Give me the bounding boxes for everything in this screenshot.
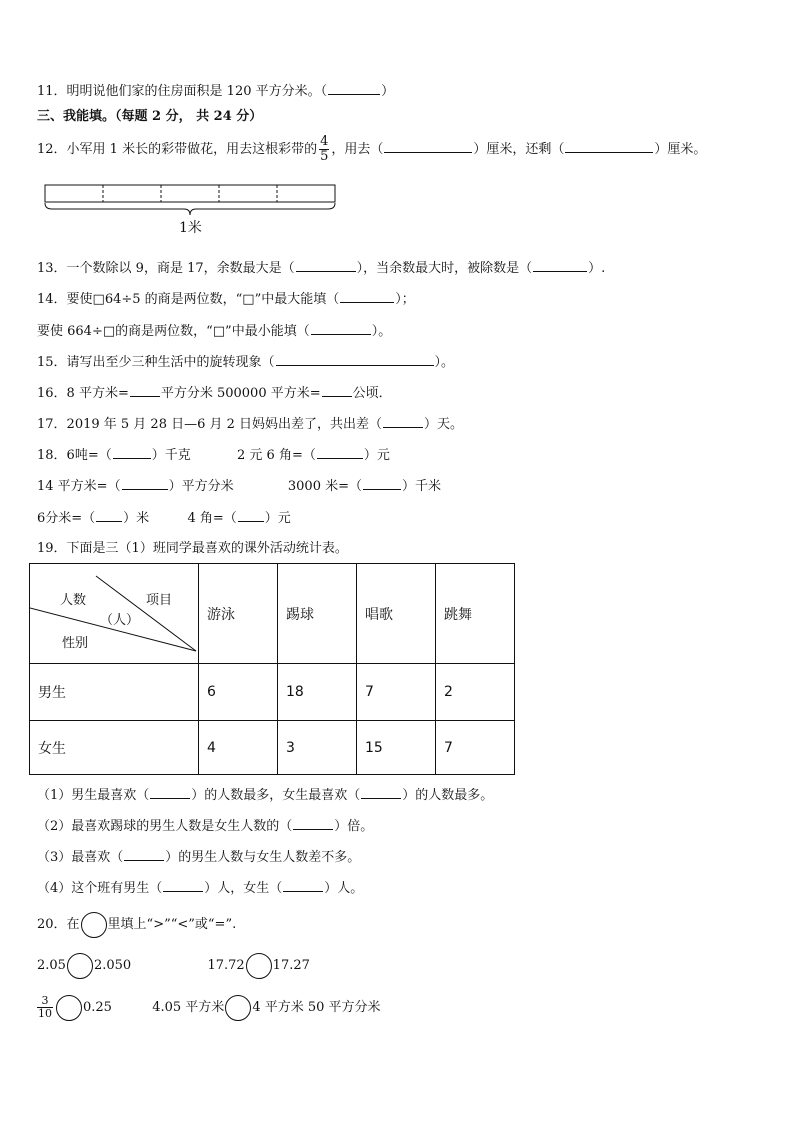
ribbon-bar [45, 185, 335, 202]
column-header: 唱歌 [357, 564, 436, 664]
answer-blank[interactable] [113, 446, 151, 459]
answer-blank[interactable] [322, 384, 352, 397]
answer-blank[interactable] [296, 259, 356, 272]
compare-circle[interactable] [67, 953, 93, 979]
table-row [30, 664, 515, 721]
answer-blank[interactable] [293, 817, 333, 830]
answer-blank[interactable] [276, 353, 434, 366]
answer-blank[interactable] [363, 477, 401, 490]
answer-blank[interactable] [533, 259, 587, 272]
column-header: 跳舞 [436, 564, 515, 664]
answer-blank[interactable] [163, 879, 203, 892]
table-cell: 15 [357, 721, 436, 775]
question-13: 13．一个数除以 9，商是 17，余数最大是（ ），当余数最大时，被除数是（ ）. [37, 261, 606, 276]
header-unit: （人） [100, 613, 140, 628]
header-item: 项目 [146, 593, 173, 608]
answer-blank[interactable] [361, 786, 401, 799]
answer-blank[interactable] [122, 477, 168, 490]
compare-circle[interactable] [246, 953, 272, 979]
compare-circle[interactable] [225, 995, 251, 1021]
answer-blank[interactable] [384, 140, 472, 153]
table-header-row [30, 564, 515, 664]
column-header: 踢球 [278, 564, 357, 664]
section-header: 三、我能填。（每题 2 分， 共 24 分） [37, 109, 263, 124]
question-20: 20．在 里填上“>”“<”或“=”. [37, 911, 236, 939]
compare-circle[interactable] [81, 912, 107, 938]
answer-blank[interactable] [311, 322, 371, 335]
ribbon-dividers [103, 185, 277, 202]
answer-blank[interactable] [124, 848, 164, 861]
question-18-row2: 14 平方米=（ ）平方分米 3000 米=（ ）千米 [37, 479, 441, 494]
answer-blank[interactable] [283, 879, 323, 892]
activity-table [29, 563, 515, 775]
answer-blank[interactable] [96, 509, 122, 522]
table-cell: 2 [436, 664, 515, 721]
header-gender: 性别 [62, 636, 89, 651]
question-12: 12．小军用 1 米长的彩带做花，用去这根彩带的 $\frac{4}{5}$ ，用去（ ）厘米，还剩（ ）厘米。 [37, 134, 707, 164]
answer-blank[interactable] [328, 82, 380, 95]
answer-blank[interactable] [383, 415, 423, 428]
question-19-1: （1）男生最喜欢（ ）的人数最多，女生最喜欢（ ）的人数最多。 [37, 788, 494, 803]
question-18-row3: 6分米=（ ）米 4 角=（ ）元 [37, 511, 291, 526]
table-cell: 7 [357, 664, 436, 721]
answer-blank[interactable] [238, 509, 264, 522]
answer-blank[interactable] [130, 384, 160, 397]
question-19-3: （3）最喜欢（ ）的男生人数与女生人数差不多。 [37, 850, 361, 865]
answer-blank[interactable] [317, 446, 363, 459]
question-15: 15．请写出至少三种生活中的旋转现象（ ）。 [37, 355, 455, 370]
question-14-line2: 要使 664÷□的商是两位数，“□”中最小能填（ ）。 [37, 324, 392, 339]
table-cell: 4 [199, 721, 278, 775]
length-brace [45, 203, 335, 215]
row-label: 女生 [30, 721, 199, 775]
question-16: 16．8 平方米= 平方分米 500000 平方米= 公顷． [37, 386, 392, 401]
answer-blank[interactable] [150, 786, 190, 799]
table-cell: 7 [436, 721, 515, 775]
table-cell: 6 [199, 664, 278, 721]
question-18-row1: 18．6吨=（ ）千克 2 元 6 角=（ ）元 [37, 448, 390, 463]
question-17: 17．2019 年 5 月 28 日—6 月 2 日妈妈出差了，共出差（ ）天。 [37, 417, 464, 432]
table-cell: 3 [278, 721, 357, 775]
header-count: 人数 [60, 593, 87, 608]
question-19-intro: 19．下面是三（1）班同学最喜欢的课外活动统计表。 [37, 541, 348, 556]
question-14-line1: 14．要使□64÷5 的商是两位数，“□”中最大能填（ ）； [37, 292, 415, 307]
fraction: $\frac{4}{5}$ [320, 134, 329, 164]
question-19-4: （4）这个班有男生（ ）人，女生（ ）人。 [37, 881, 364, 896]
answer-blank[interactable] [340, 290, 394, 303]
row-label: 男生 [30, 664, 199, 721]
answer-blank[interactable] [565, 140, 653, 153]
fraction: $\frac{3}{10}$ [38, 994, 52, 1020]
diagonal-header-cell [30, 564, 199, 664]
ruler-label: 1米 [179, 220, 202, 236]
table-cell: 18 [278, 664, 357, 721]
question-19-2: （2）最喜欢踢球的男生人数是女生人数的（ ）倍。 [37, 819, 374, 834]
column-header: 游泳 [199, 564, 278, 664]
question-20-row2: $\frac{3}{10}$ 0.25 4.05 平方米 4 平方米 50 平方分米 [38, 994, 381, 1020]
compare-circle[interactable] [56, 995, 82, 1021]
question-20-row1: 2.05 2.050 17.72 17.27 [37, 952, 310, 980]
table-row [30, 721, 515, 775]
question-11: 11．明明说他们家的住房面积是 120 平方分米。（ ） [37, 84, 395, 99]
